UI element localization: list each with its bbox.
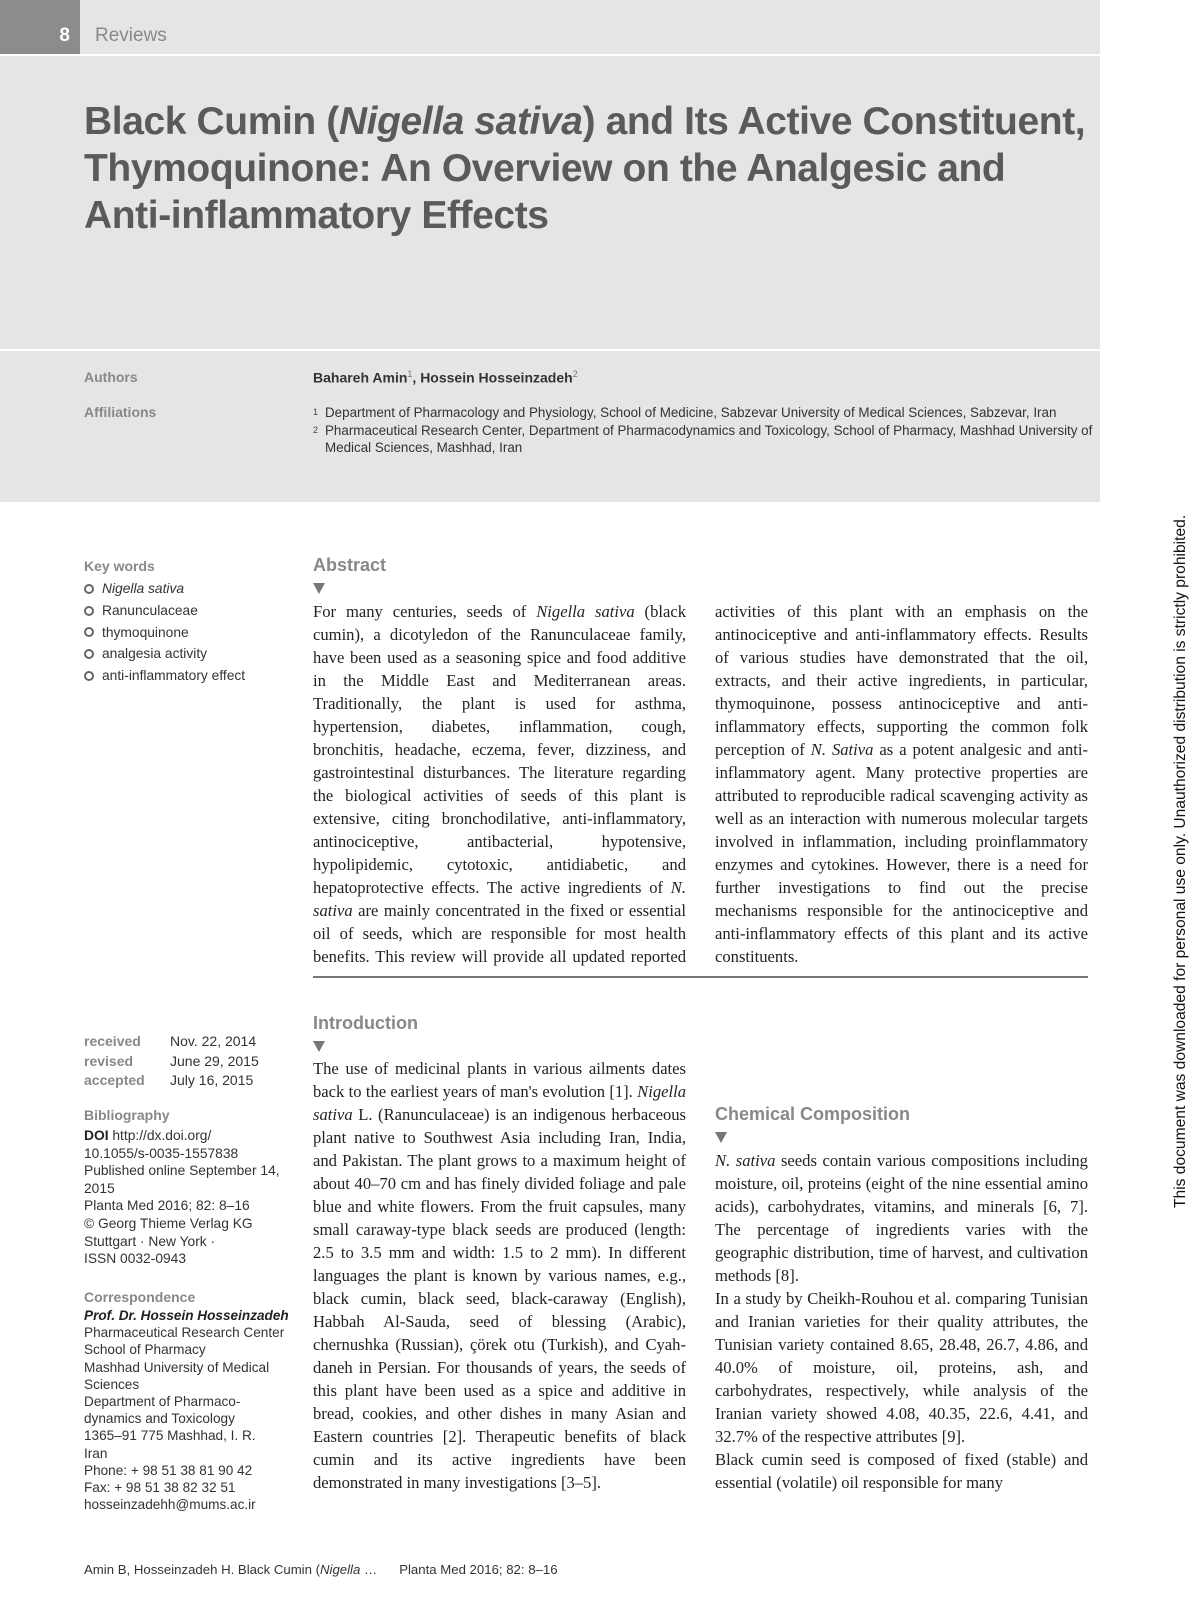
chemical-paragraph [715, 1149, 1088, 1287]
correspondence-line: Phone: + 98 51 38 81 90 42 [84, 1462, 253, 1478]
section-label: Reviews [95, 25, 167, 46]
affiliations-label: Affiliations [84, 404, 157, 420]
intro-italic: Nigella sativa [313, 1082, 686, 1124]
title-italic: Nigella sativa [338, 100, 583, 143]
correspondence-line: School of Pharmacy [84, 1342, 206, 1358]
copyright: © Georg Thieme Verlag KG [84, 1215, 253, 1231]
affiliation-text: Pharmaceutical Research Center, Department of Pharmacodynamics and Toxicology, School of Pharmacy, Mashhad University of Medical Sciences, Mashhad, Iran [325, 422, 1093, 455]
chemical-paragraph: In a study by Cheikh-Rouhou et al. comparing Tunisian and Iranian varieties for their quality attributes, the Tunisian variety contained 8.65, 28.48, 26.7, 4.86, and 40.0% of moisture, oil, proteins, ash, and carbohydrates, respectively, while analysis of the Iranian variety showed 4.08, 40.35, 22.6, 4.41, and 32.7% of the respective attributes [9]. [715, 1289, 1088, 1446]
affiliation-item [313, 422, 1093, 457]
abstract-heading: Abstract [313, 555, 387, 575]
triangle-down-icon [715, 1132, 727, 1143]
chemical-body [715, 1149, 1088, 1494]
keyword-text: Ranunculaceae [102, 602, 198, 618]
author-separator: , [412, 369, 421, 386]
correspondence-line: Iran [84, 1445, 108, 1461]
correspondence-title: Correspondence [84, 1289, 196, 1305]
divider [0, 54, 1100, 56]
date-value: July 16, 2015 [170, 1072, 254, 1088]
keyword-item [84, 578, 245, 600]
intro-text: L. (Ranunculaceae) is an indigenous herbaceous plant native to Southwest Asia including Iran, India, and Pakistan. The plant grows to a maximum height of about 40–70 cm and has finely divided foliage and pale blue and white flowers. From the fruit capsules, many small caraway-type black seeds are produced (length: 2.5 to 3.5 mm and width: 1.5 to 2 mm). In different languages the plant is known by various names, e.g., black cumin, black seed, black-caraway (English), Habbah Al-Sauda, seed of blessing (Arabic), chernushka (Russian), çörek otu (Turkish), and Cyah-daneh in Persian. For thousands of years, the seeds of this plant have been used as a spice and additive in bread, cookies, and other dishes in many Asian and Eastern countries [2]. Therapeutic benefits of black cumin and its active ingredients have been demonstrated in many investigations [3–5]. [313, 1105, 686, 1492]
chemical-italic: N. sativa [715, 1151, 776, 1170]
citation: Planta Med 2016; 82: 8–16 [84, 1198, 250, 1214]
keyword-item [84, 665, 245, 687]
affiliation-list [313, 404, 1093, 457]
date-row [84, 1052, 259, 1072]
bibliography-title: Bibliography [84, 1107, 170, 1123]
doi-label: DOI [84, 1128, 109, 1143]
abstract-text: are mainly concentrated in the fixed or essential oil of seeds, which are responsible for most health benefits. This review will provide all updated reported activities of this plant with an emphasis on the antinociceptive and anti-inflammatory effects. Results of various studies have demonstrated that the oil, extracts, and their active ingredients, in particular, thymoquinone, possess antinociceptive and anti-inflammatory effects, supporting the common folk perception of [313, 602, 1088, 966]
history-dates [84, 1032, 259, 1091]
abstract-italic: N. sativa [313, 878, 686, 920]
chemical-heading: Chemical Composition [715, 1104, 911, 1124]
circle-bullet-icon [84, 649, 94, 659]
footer-italic: Nigella [320, 1562, 361, 1577]
introduction-heading: Introduction [313, 1013, 418, 1033]
divider [0, 349, 1100, 351]
correspondence-line: Fax: + 98 51 38 82 32 51 [84, 1480, 236, 1496]
published-date: Published online September 14, 2015 [84, 1163, 280, 1196]
date-label: revised [84, 1052, 134, 1069]
keyword-text: analgesia activity [102, 646, 208, 662]
download-watermark: This document was downloaded for personal use only. Unauthorized distribution is strictly prohibited. [1172, 514, 1189, 1208]
author-list [313, 369, 578, 386]
abstract-italic: Nigella sativa [536, 602, 635, 621]
footer-ellipsis: … [360, 1562, 378, 1577]
publisher-place: Stuttgart · New York · [84, 1233, 216, 1249]
introduction-body [313, 1057, 686, 1494]
circle-bullet-icon [84, 627, 94, 637]
correspondence-line: Mashhad University of Medical Sciences [84, 1359, 270, 1392]
author-name: Bahareh Amin [313, 369, 408, 386]
abstract-body [313, 600, 1088, 970]
page-footer [84, 1562, 558, 1577]
doi-link[interactable]: 10.1055/s-0035-1557838 [84, 1145, 239, 1161]
abstract-italic: N. Sativa [810, 740, 874, 759]
abstract-text: (black cumin), a dicotyledon of the Ranunculaceae family, have been used as a seasoning spice and food additive in the Middle East and Mediterranean areas. Traditionally, the plant is used for asthma, hypertension, diabetes, inflammation, cough, bronchitis, headache, eczema, fever, dizziness, and gastrointestinal disturbances. The literature regarding the biological activities of seeds of this plant is extensive, citing bronchodilative, anti-inflammatory, antinociceptive, antibacterial, hypotensive, hypolipidemic, cytotoxic, antidiabetic, and hepatoprotective effects. The active ingredients of [313, 602, 687, 897]
issn: ISSN 0032-0943 [84, 1251, 187, 1267]
correspondence-line: Pharmaceutical Research Center [84, 1325, 285, 1341]
circle-bullet-icon [84, 606, 94, 616]
doi-link[interactable]: http://dx.doi.org/ [108, 1128, 212, 1143]
correspondence-line: Department of Pharmaco-dynamics and Toxicology [84, 1394, 241, 1427]
keyword-text: thymoquinone [102, 624, 189, 640]
keyword-item [84, 600, 245, 622]
correspondence-line: 1365–91 775 Mashhad, I. R. [84, 1428, 256, 1444]
keyword-item [84, 622, 245, 644]
circle-bullet-icon [84, 671, 94, 681]
abstract-text: For many centuries, seeds of [313, 602, 537, 621]
affiliation-number: 2 [313, 424, 319, 435]
circle-bullet-icon [84, 584, 94, 594]
title-text: Black Cumin ( [84, 100, 339, 143]
date-label: received [84, 1033, 141, 1049]
keyword-text: anti-inflammatory effect [102, 668, 246, 684]
correspondence-block [84, 1307, 294, 1513]
doi-line [84, 1127, 294, 1145]
section-rule [313, 976, 1088, 978]
date-row [84, 1071, 259, 1091]
footer-journal: Planta Med 2016; 82: 8–16 [399, 1562, 558, 1577]
correspondence-email[interactable]: hosseinzadehh@mums.ac.ir [84, 1497, 256, 1513]
keywords-title: Key words [84, 558, 155, 574]
bibliography-block [84, 1127, 294, 1268]
keywords-list [84, 578, 245, 687]
triangle-down-icon [313, 583, 325, 594]
title-text: ) and Its Active Constituent, [582, 100, 1086, 143]
affiliation-item [313, 404, 1093, 422]
chemical-paragraph: Black cumin seed is composed of fixed (stable) and essential (volatile) oil responsible for many [715, 1450, 1088, 1492]
affiliation-text: Department of Pharmacology and Physiology, School of Medicine, Sabzevar University of Medical Sciences, Sabzevar, Iran [325, 405, 1057, 420]
intro-text: The use of medicinal plants in various ailments dates back to the earliest years of man's evolution [1]. [313, 1059, 686, 1101]
author-sup: 1 [407, 369, 413, 379]
correspondence-name: Prof. Dr. Hossein Hosseinzadeh [84, 1308, 289, 1323]
abstract-text: as a potent analgesic and anti-inflammatory agent. Many protective properties are attributed to reproducible radical scavenging activity as well as an interaction with numerous molecular targets involved in inflammation, including proinflammatory enzymes and cytokines. However, there is a need for further investigations to find out the precise mechanisms responsible for the antinociceptive and anti-inflammatory effects of this plant and its active constituents. [715, 740, 1089, 966]
date-label: accepted [84, 1072, 145, 1088]
date-value: Nov. 22, 2014 [170, 1033, 257, 1049]
keyword-text: Nigella sativa [102, 581, 185, 596]
authors-label: Authors [84, 369, 138, 385]
article-title [84, 98, 1094, 239]
date-value: June 29, 2015 [170, 1052, 259, 1069]
affiliation-number: 1 [313, 407, 319, 417]
page-number: 8 [59, 25, 70, 46]
keyword-item [84, 643, 245, 665]
title-text: Anti-inflammatory Effects [84, 194, 549, 237]
triangle-down-icon [313, 1041, 325, 1052]
footer-citation: Amin B, Hosseinzadeh H. Black Cumin ( [84, 1562, 320, 1577]
author-sup: 2 [572, 369, 578, 379]
title-text: Thymoquinone: An Overview on the Analgesic and [84, 147, 1006, 190]
author-name: Hossein Hosseinzadeh [420, 369, 573, 386]
date-row [84, 1032, 259, 1052]
chemical-text: seeds contain various compositions including moisture, oil, proteins (eight of the nine essential amino acids), carbohydrates, vitamins, and minerals [6, 7]. The percentage of ingredients varies with the geographic distribution, time of harvest, and cultivation methods [8]. [715, 1151, 1088, 1285]
